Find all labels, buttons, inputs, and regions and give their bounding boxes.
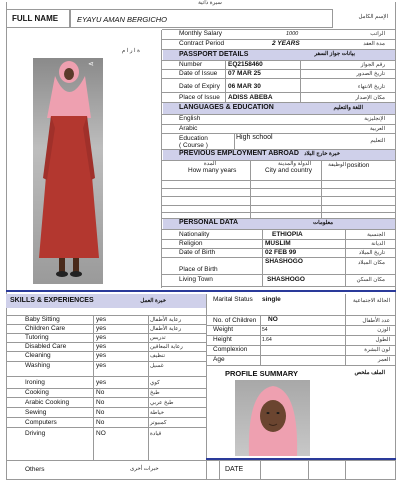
page-border-bottom — [6, 479, 396, 480]
date-label: DATE — [225, 466, 244, 473]
skills-header — [6, 294, 206, 308]
photo-arabic-label: ة ا ر ا م — [121, 48, 140, 54]
height-value: 1.64 — [262, 337, 272, 343]
portrait-figure-icon — [235, 380, 310, 456]
pob-value: SHASHOGO — [265, 258, 303, 265]
skill-label: Sewing — [25, 409, 47, 416]
skill-label: Cooking — [25, 389, 49, 396]
others-label: Others — [25, 466, 45, 473]
skill-ar: كوي — [150, 380, 160, 386]
skill-label: Baby Sitting — [25, 316, 60, 323]
skill-ar: خياطة — [150, 410, 165, 416]
living-town-ar: مكان السكن — [356, 277, 385, 283]
marital-status-value: single — [262, 296, 281, 303]
marital-status-ar: الحالة الاجتماعية — [352, 298, 390, 304]
skill-value: NO — [96, 430, 106, 437]
employment-city-header: City and country — [265, 167, 312, 174]
complexion-ar: لون البشرة — [364, 347, 390, 353]
full-name-label-box — [6, 9, 70, 28]
living-town-value: SHASHOGO — [267, 276, 305, 283]
employment-position-ar: الوظيفة — [328, 162, 346, 168]
employment-period-header: How many years — [188, 167, 237, 174]
profile-title: PROFILE SUMMARY — [225, 369, 299, 378]
full-name-value-box — [70, 9, 333, 28]
others-ar: خبرات أخرى — [130, 466, 159, 472]
languages-header — [163, 103, 395, 114]
skill-label: Ironing — [25, 379, 45, 386]
education-ar: التعليم — [370, 138, 385, 144]
employment-position-header: position — [347, 162, 370, 169]
full-name-label: FULL NAME — [12, 14, 59, 23]
bottom-accent-bar — [206, 458, 396, 460]
employment-period-ar: المدة — [203, 161, 217, 167]
passport-header — [163, 50, 395, 60]
height-ar: الطول — [375, 337, 390, 343]
nationality-ar: الجنسية — [367, 232, 385, 238]
dob-value: 02 FEB 99 — [265, 249, 297, 256]
skill-ar: تدريس — [150, 335, 166, 341]
religion-ar: الديانة — [371, 241, 385, 247]
profile-title-ar: الملف ملخص — [354, 370, 385, 376]
nationality-label: Nationality — [179, 231, 210, 238]
monthly-salary-ar: الراتب — [370, 31, 385, 37]
skill-ar: قيادة — [150, 431, 162, 437]
age-label: Age — [213, 356, 225, 363]
english-ar: الإنجليزية — [364, 116, 385, 122]
skill-label: Cleaning — [25, 352, 51, 359]
monthly-salary-label: Monthly Salary — [179, 30, 222, 37]
religion-value: MUSLIM — [265, 240, 291, 247]
page-border-right — [395, 2, 396, 480]
dob-ar: تاريخ الميلاد — [358, 250, 385, 256]
skill-label: Children Care — [25, 325, 66, 332]
skill-ar: طبخ عربي — [150, 400, 174, 406]
languages-title-ar: اللغة والتعليم — [333, 105, 363, 111]
marital-status-label: Marital Status — [213, 296, 253, 303]
passport-issue-label: Date of Issue — [179, 70, 218, 77]
monthly-salary-value: 1000 — [286, 31, 299, 37]
skill-ar: رعاية الأطفال — [150, 326, 182, 332]
passport-place-ar: مكان الإصدار — [355, 95, 385, 101]
skill-label: Disabled Care — [25, 343, 67, 350]
contract-period-ar: مدة العقد — [363, 41, 385, 47]
skill-value: yes — [96, 352, 107, 359]
arabic-ar: العربية — [369, 126, 385, 132]
passport-place-value: ADISS ABEBA — [228, 94, 273, 101]
portrait-photo — [235, 380, 310, 456]
skill-label: Driving — [25, 430, 46, 437]
skill-value: No — [96, 399, 105, 406]
skill-label: Computers — [25, 419, 57, 426]
skill-ar: غسيل — [150, 363, 164, 369]
personal-header — [163, 219, 395, 229]
passport-title: PASSPORT DETAILS — [179, 51, 249, 58]
education-value: High school — [236, 134, 273, 141]
english-label: English — [179, 115, 201, 122]
skill-label: Arabic Cooking — [25, 399, 70, 406]
skill-value: yes — [96, 334, 107, 341]
weight-label: Weight — [213, 326, 234, 333]
skill-value: yes — [96, 343, 107, 350]
skill-value: No — [96, 389, 105, 396]
share-icon[interactable]: ⋖ — [88, 61, 94, 68]
pob-label: Place of Birth — [179, 266, 218, 273]
skill-value: yes — [96, 362, 107, 369]
passport-expiry-value: 06 MAR 30 — [228, 83, 261, 90]
education-sub-label: ( Course ) — [179, 142, 208, 149]
skill-ar: رعاية الأطفال — [150, 317, 182, 323]
person-figure-icon — [33, 58, 103, 284]
section-divider — [6, 290, 396, 292]
employment-header — [163, 150, 395, 160]
contract-period-label: Contract Period — [179, 40, 225, 47]
passport-number-value: EQ2158460 — [228, 61, 263, 68]
full-body-photo — [33, 58, 103, 284]
skills-title: SKILLS & EXPERIENCES — [10, 297, 94, 304]
passport-number-ar: رقم الجواز — [360, 62, 385, 68]
skill-value: yes — [96, 325, 107, 332]
personal-title-ar: معلومات — [313, 220, 334, 226]
personal-title: PERSONAL DATA — [179, 219, 239, 226]
skills-title-ar: خبرة العمل — [140, 298, 166, 304]
skill-label: Tutoring — [25, 334, 49, 341]
languages-title: LANGUAGES & EDUCATION — [179, 104, 274, 111]
employment-title: PREVIOUS EMPLOYMENT ABROAD — [179, 150, 299, 157]
religion-label: Religion — [179, 240, 203, 247]
skill-ar: كمبيوتر — [150, 420, 167, 426]
employment-title-ar: خبرة خارج البلاد — [304, 151, 340, 157]
children-label: No. of Children — [213, 317, 257, 324]
skill-value: No — [96, 409, 105, 416]
passport-place-label: Place of Issue — [179, 94, 220, 101]
full-name-value: EYAYU AMAN BERGICHO — [77, 15, 168, 24]
passport-issue-value: 07 MAR 25 — [228, 70, 261, 77]
dob-label: Date of Birth — [179, 249, 216, 256]
skill-ar: رعاية المعاقين — [150, 344, 183, 350]
pob-ar: مكان الميلاد — [357, 260, 385, 266]
employment-city-ar: الدولة والمدينة — [278, 161, 311, 167]
arabic-label: Arabic — [179, 125, 198, 132]
education-label: Education — [179, 135, 208, 142]
skill-ar: تنظيف — [150, 353, 166, 359]
full-name-arabic: الإسم الكامل — [358, 14, 388, 20]
weight-ar: الوزن — [377, 327, 390, 333]
passport-title-ar: بيانات جواز السفر — [314, 51, 355, 57]
nationality-value: ETHIOPIA — [272, 231, 303, 238]
weight-value: 54 — [262, 327, 268, 333]
skill-label: Washing — [25, 362, 51, 369]
skill-value: No — [96, 419, 105, 426]
skill-value: yes — [96, 316, 107, 323]
passport-issue-ar: تاريخ الصدور — [356, 71, 385, 77]
children-value: NO — [268, 316, 278, 323]
passport-expiry-ar: تاريخ الانتهاء — [357, 84, 385, 90]
top-arabic-title: سيرة ذاتية — [198, 0, 222, 6]
skill-ar: طبخ — [150, 390, 160, 396]
passport-expiry-label: Date of Expiry — [179, 83, 220, 90]
height-label: Height — [213, 336, 232, 343]
contract-period-value: 2 YEARS — [272, 40, 300, 47]
living-town-label: Living Town — [179, 276, 213, 283]
children-ar: عدد الأطفال — [362, 318, 390, 324]
skill-value: yes — [96, 379, 107, 386]
passport-number-label: Number — [179, 61, 203, 68]
complexion-label: Complexion — [213, 346, 248, 353]
profile-header — [207, 367, 395, 378]
age-ar: العمر — [377, 357, 390, 363]
